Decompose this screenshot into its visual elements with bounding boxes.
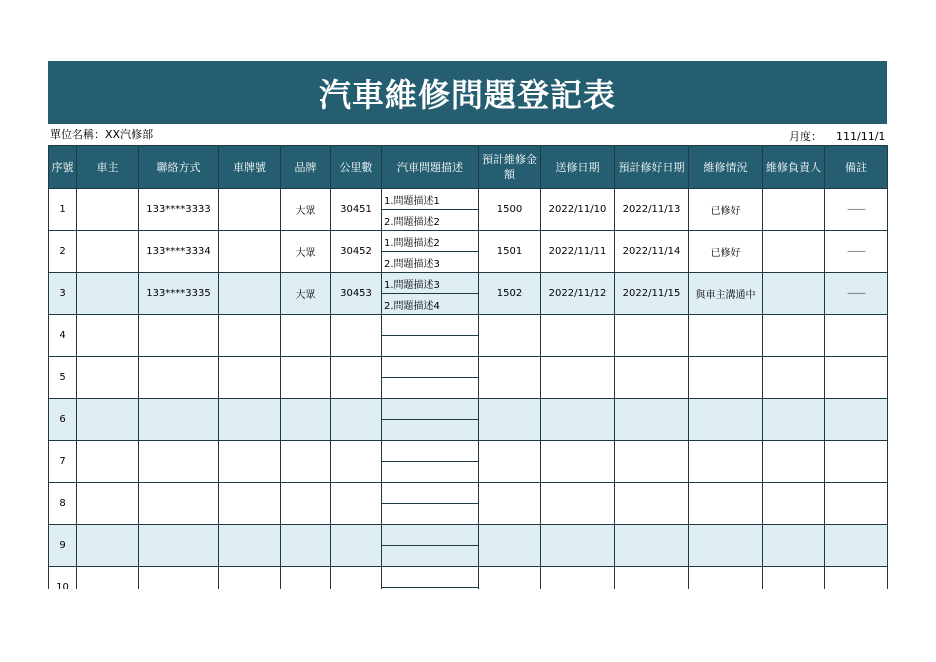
cell-date-in[interactable]: 2022/11/11	[541, 231, 615, 273]
cell-date-out[interactable]	[615, 525, 689, 567]
cell-contact[interactable]: 133****3333	[139, 189, 219, 231]
cell-status[interactable]	[689, 483, 763, 525]
cell-contact[interactable]: 133****3335	[139, 273, 219, 315]
cell-date-in[interactable]	[541, 315, 615, 357]
cell-km[interactable]: 30452	[331, 231, 382, 273]
cell-person[interactable]	[763, 273, 825, 315]
cell-plate[interactable]	[219, 231, 281, 273]
repair-table	[48, 145, 888, 589]
cell-date-out[interactable]	[615, 441, 689, 483]
cell-desc-1[interactable]	[382, 399, 479, 420]
cell-status[interactable]	[689, 357, 763, 399]
cell-note[interactable]: ——	[825, 273, 888, 315]
cell-desc-1[interactable]	[382, 483, 479, 504]
cell-plate[interactable]	[219, 273, 281, 315]
cell-desc-2[interactable]	[382, 420, 479, 441]
cell-plate[interactable]	[219, 315, 281, 357]
cell-desc-2[interactable]	[382, 336, 479, 357]
cell-owner[interactable]	[77, 231, 139, 273]
cell-no[interactable]: 4	[49, 315, 77, 357]
cell-contact[interactable]	[139, 315, 219, 357]
cell-plate[interactable]	[219, 525, 281, 567]
cell-no[interactable]: 2	[49, 231, 77, 273]
cell-desc-1[interactable]: 1.問題描述3	[382, 273, 479, 294]
col-header-contact[interactable]: 聯絡方式	[139, 146, 219, 189]
col-header-plate[interactable]: 車牌號	[219, 146, 281, 189]
cell-person[interactable]	[763, 315, 825, 357]
cell-no[interactable]: 9	[49, 525, 77, 567]
cell-person[interactable]	[763, 189, 825, 231]
cell-amount[interactable]: 1501	[479, 231, 541, 273]
cell-owner[interactable]	[77, 357, 139, 399]
col-header-person[interactable]: 維修負責人	[763, 146, 825, 189]
cell-desc-1[interactable]	[382, 357, 479, 378]
cell-date-in[interactable]: 2022/11/10	[541, 189, 615, 231]
col-header-status[interactable]: 維修情況	[689, 146, 763, 189]
cell-note[interactable]	[825, 483, 888, 525]
cell-status[interactable]	[689, 315, 763, 357]
cell-km[interactable]	[331, 441, 382, 483]
cell-person[interactable]	[763, 357, 825, 399]
col-header-brand[interactable]: 品牌	[281, 146, 331, 189]
cell-note[interactable]	[825, 567, 888, 590]
cell-brand[interactable]: 大眾	[281, 189, 331, 231]
cell-plate[interactable]	[219, 189, 281, 231]
cell-km[interactable]	[331, 399, 382, 441]
cell-desc-1[interactable]	[382, 525, 479, 546]
cell-km[interactable]	[331, 567, 382, 590]
cell-contact[interactable]	[139, 525, 219, 567]
table-row	[49, 273, 888, 294]
cell-km[interactable]	[331, 483, 382, 525]
cell-amount[interactable]	[479, 399, 541, 441]
col-header-km[interactable]: 公里數	[331, 146, 382, 189]
cell-date-out[interactable]	[615, 357, 689, 399]
cell-contact[interactable]	[139, 441, 219, 483]
cell-no[interactable]: 7	[49, 441, 77, 483]
cell-plate[interactable]	[219, 567, 281, 590]
cell-km[interactable]	[331, 315, 382, 357]
sheet-title: 汽車維修問題登記表	[48, 61, 887, 124]
cell-no[interactable]: 10	[49, 567, 77, 590]
cell-desc-2[interactable]: 2.問題描述2	[382, 210, 479, 231]
cell-desc-2[interactable]	[382, 546, 479, 567]
col-header-amount[interactable]: 預計維修金額	[479, 146, 541, 189]
cell-status[interactable]	[689, 567, 763, 590]
cell-date-out[interactable]	[615, 567, 689, 590]
cell-brand[interactable]	[281, 399, 331, 441]
cell-owner[interactable]	[77, 399, 139, 441]
cell-owner[interactable]	[77, 483, 139, 525]
cell-date-out[interactable]: 2022/11/13	[615, 189, 689, 231]
table-row	[49, 483, 888, 504]
cell-note[interactable]	[825, 399, 888, 441]
cell-desc-1[interactable]: 1.問題描述2	[382, 231, 479, 252]
cell-person[interactable]	[763, 441, 825, 483]
cell-amount[interactable]	[479, 567, 541, 590]
table-row	[49, 399, 888, 420]
col-header-note[interactable]: 備註	[825, 146, 888, 189]
cell-plate[interactable]	[219, 357, 281, 399]
cell-note[interactable]	[825, 525, 888, 567]
cell-note[interactable]: ——	[825, 231, 888, 273]
cell-owner[interactable]	[77, 525, 139, 567]
table-row	[49, 441, 888, 462]
col-header-desc[interactable]: 汽車問題描述	[382, 146, 479, 189]
cell-no[interactable]: 6	[49, 399, 77, 441]
cell-no[interactable]: 3	[49, 273, 77, 315]
cell-brand[interactable]	[281, 525, 331, 567]
cell-contact[interactable]	[139, 567, 219, 590]
cell-brand[interactable]	[281, 567, 331, 590]
cell-contact[interactable]	[139, 483, 219, 525]
cell-person[interactable]	[763, 525, 825, 567]
cell-desc-2[interactable]	[382, 504, 479, 525]
cell-desc-2[interactable]	[382, 378, 479, 399]
table-row	[49, 231, 888, 252]
cell-note[interactable]	[825, 315, 888, 357]
table-row	[49, 315, 888, 336]
cell-date-in[interactable]	[541, 441, 615, 483]
cell-date-in[interactable]	[541, 525, 615, 567]
cell-brand[interactable]	[281, 315, 331, 357]
cell-person[interactable]	[763, 231, 825, 273]
cell-brand[interactable]	[281, 441, 331, 483]
header-row	[49, 146, 888, 189]
cell-brand[interactable]: 大眾	[281, 273, 331, 315]
cell-desc-1[interactable]	[382, 441, 479, 462]
cell-km[interactable]	[331, 525, 382, 567]
cell-date-in[interactable]	[541, 483, 615, 525]
cell-plate[interactable]	[219, 483, 281, 525]
cell-owner[interactable]	[77, 273, 139, 315]
cell-owner[interactable]	[77, 315, 139, 357]
cell-plate[interactable]	[219, 399, 281, 441]
cell-status[interactable]: 已修好	[689, 231, 763, 273]
cell-km[interactable]: 30453	[331, 273, 382, 315]
cell-amount[interactable]	[479, 483, 541, 525]
cell-brand[interactable]	[281, 357, 331, 399]
cell-plate[interactable]	[219, 441, 281, 483]
cell-date-in[interactable]	[541, 399, 615, 441]
cell-amount[interactable]	[479, 441, 541, 483]
cell-desc-1[interactable]: 1.問題描述1	[382, 189, 479, 210]
cell-person[interactable]	[763, 567, 825, 590]
cell-note[interactable]: ——	[825, 189, 888, 231]
table-row	[49, 525, 888, 546]
col-header-date-out[interactable]: 預計修好日期	[615, 146, 689, 189]
cell-person[interactable]	[763, 483, 825, 525]
col-header-date-in[interactable]: 送修日期	[541, 146, 615, 189]
cell-no[interactable]: 5	[49, 357, 77, 399]
cell-status[interactable]: 已修好	[689, 189, 763, 231]
cell-date-out[interactable]	[615, 399, 689, 441]
cell-status[interactable]	[689, 399, 763, 441]
table-row	[49, 189, 888, 210]
cell-km[interactable]	[331, 357, 382, 399]
cell-desc-1[interactable]	[382, 315, 479, 336]
cell-no[interactable]: 8	[49, 483, 77, 525]
cell-desc-1[interactable]	[382, 567, 479, 588]
unit-name: 單位名稱：XX汽修部	[50, 128, 154, 141]
cell-owner[interactable]	[77, 441, 139, 483]
cell-note[interactable]	[825, 441, 888, 483]
cell-amount[interactable]: 1502	[479, 273, 541, 315]
cell-note[interactable]	[825, 357, 888, 399]
cell-date-out[interactable]	[615, 483, 689, 525]
cell-person[interactable]	[763, 399, 825, 441]
cell-date-in[interactable]	[541, 357, 615, 399]
cell-status[interactable]	[689, 441, 763, 483]
cell-amount[interactable]: 1500	[479, 189, 541, 231]
table-row	[49, 567, 888, 588]
cell-date-out[interactable]: 2022/11/15	[615, 273, 689, 315]
cell-owner[interactable]	[77, 189, 139, 231]
month-info	[789, 128, 885, 144]
cell-date-out[interactable]: 2022/11/14	[615, 231, 689, 273]
cell-no[interactable]: 1	[49, 189, 77, 231]
cell-amount[interactable]	[479, 525, 541, 567]
cell-desc-2[interactable]: 2.問題描述3	[382, 252, 479, 273]
col-header-owner[interactable]: 車主	[77, 146, 139, 189]
month-label: 月度：	[789, 130, 822, 143]
table-row	[49, 357, 888, 378]
cell-contact[interactable]	[139, 357, 219, 399]
cell-brand[interactable]: 大眾	[281, 231, 331, 273]
cell-status[interactable]	[689, 525, 763, 567]
cell-km[interactable]: 30451	[331, 189, 382, 231]
cell-desc-2[interactable]: 2.問題描述4	[382, 294, 479, 315]
cell-status[interactable]: 與車主溝通中	[689, 273, 763, 315]
cell-date-out[interactable]	[615, 315, 689, 357]
cell-owner[interactable]	[77, 567, 139, 590]
cell-desc-2[interactable]	[382, 462, 479, 483]
cell-amount[interactable]	[479, 315, 541, 357]
cell-desc-2[interactable]	[382, 588, 479, 590]
cell-date-in[interactable]: 2022/11/12	[541, 273, 615, 315]
month-value: 111/11/1	[836, 130, 886, 143]
cell-amount[interactable]	[479, 357, 541, 399]
col-header-no[interactable]: 序號	[49, 146, 77, 189]
cell-brand[interactable]	[281, 483, 331, 525]
cell-contact[interactable]	[139, 399, 219, 441]
cell-contact[interactable]: 133****3334	[139, 231, 219, 273]
cell-date-in[interactable]	[541, 567, 615, 590]
